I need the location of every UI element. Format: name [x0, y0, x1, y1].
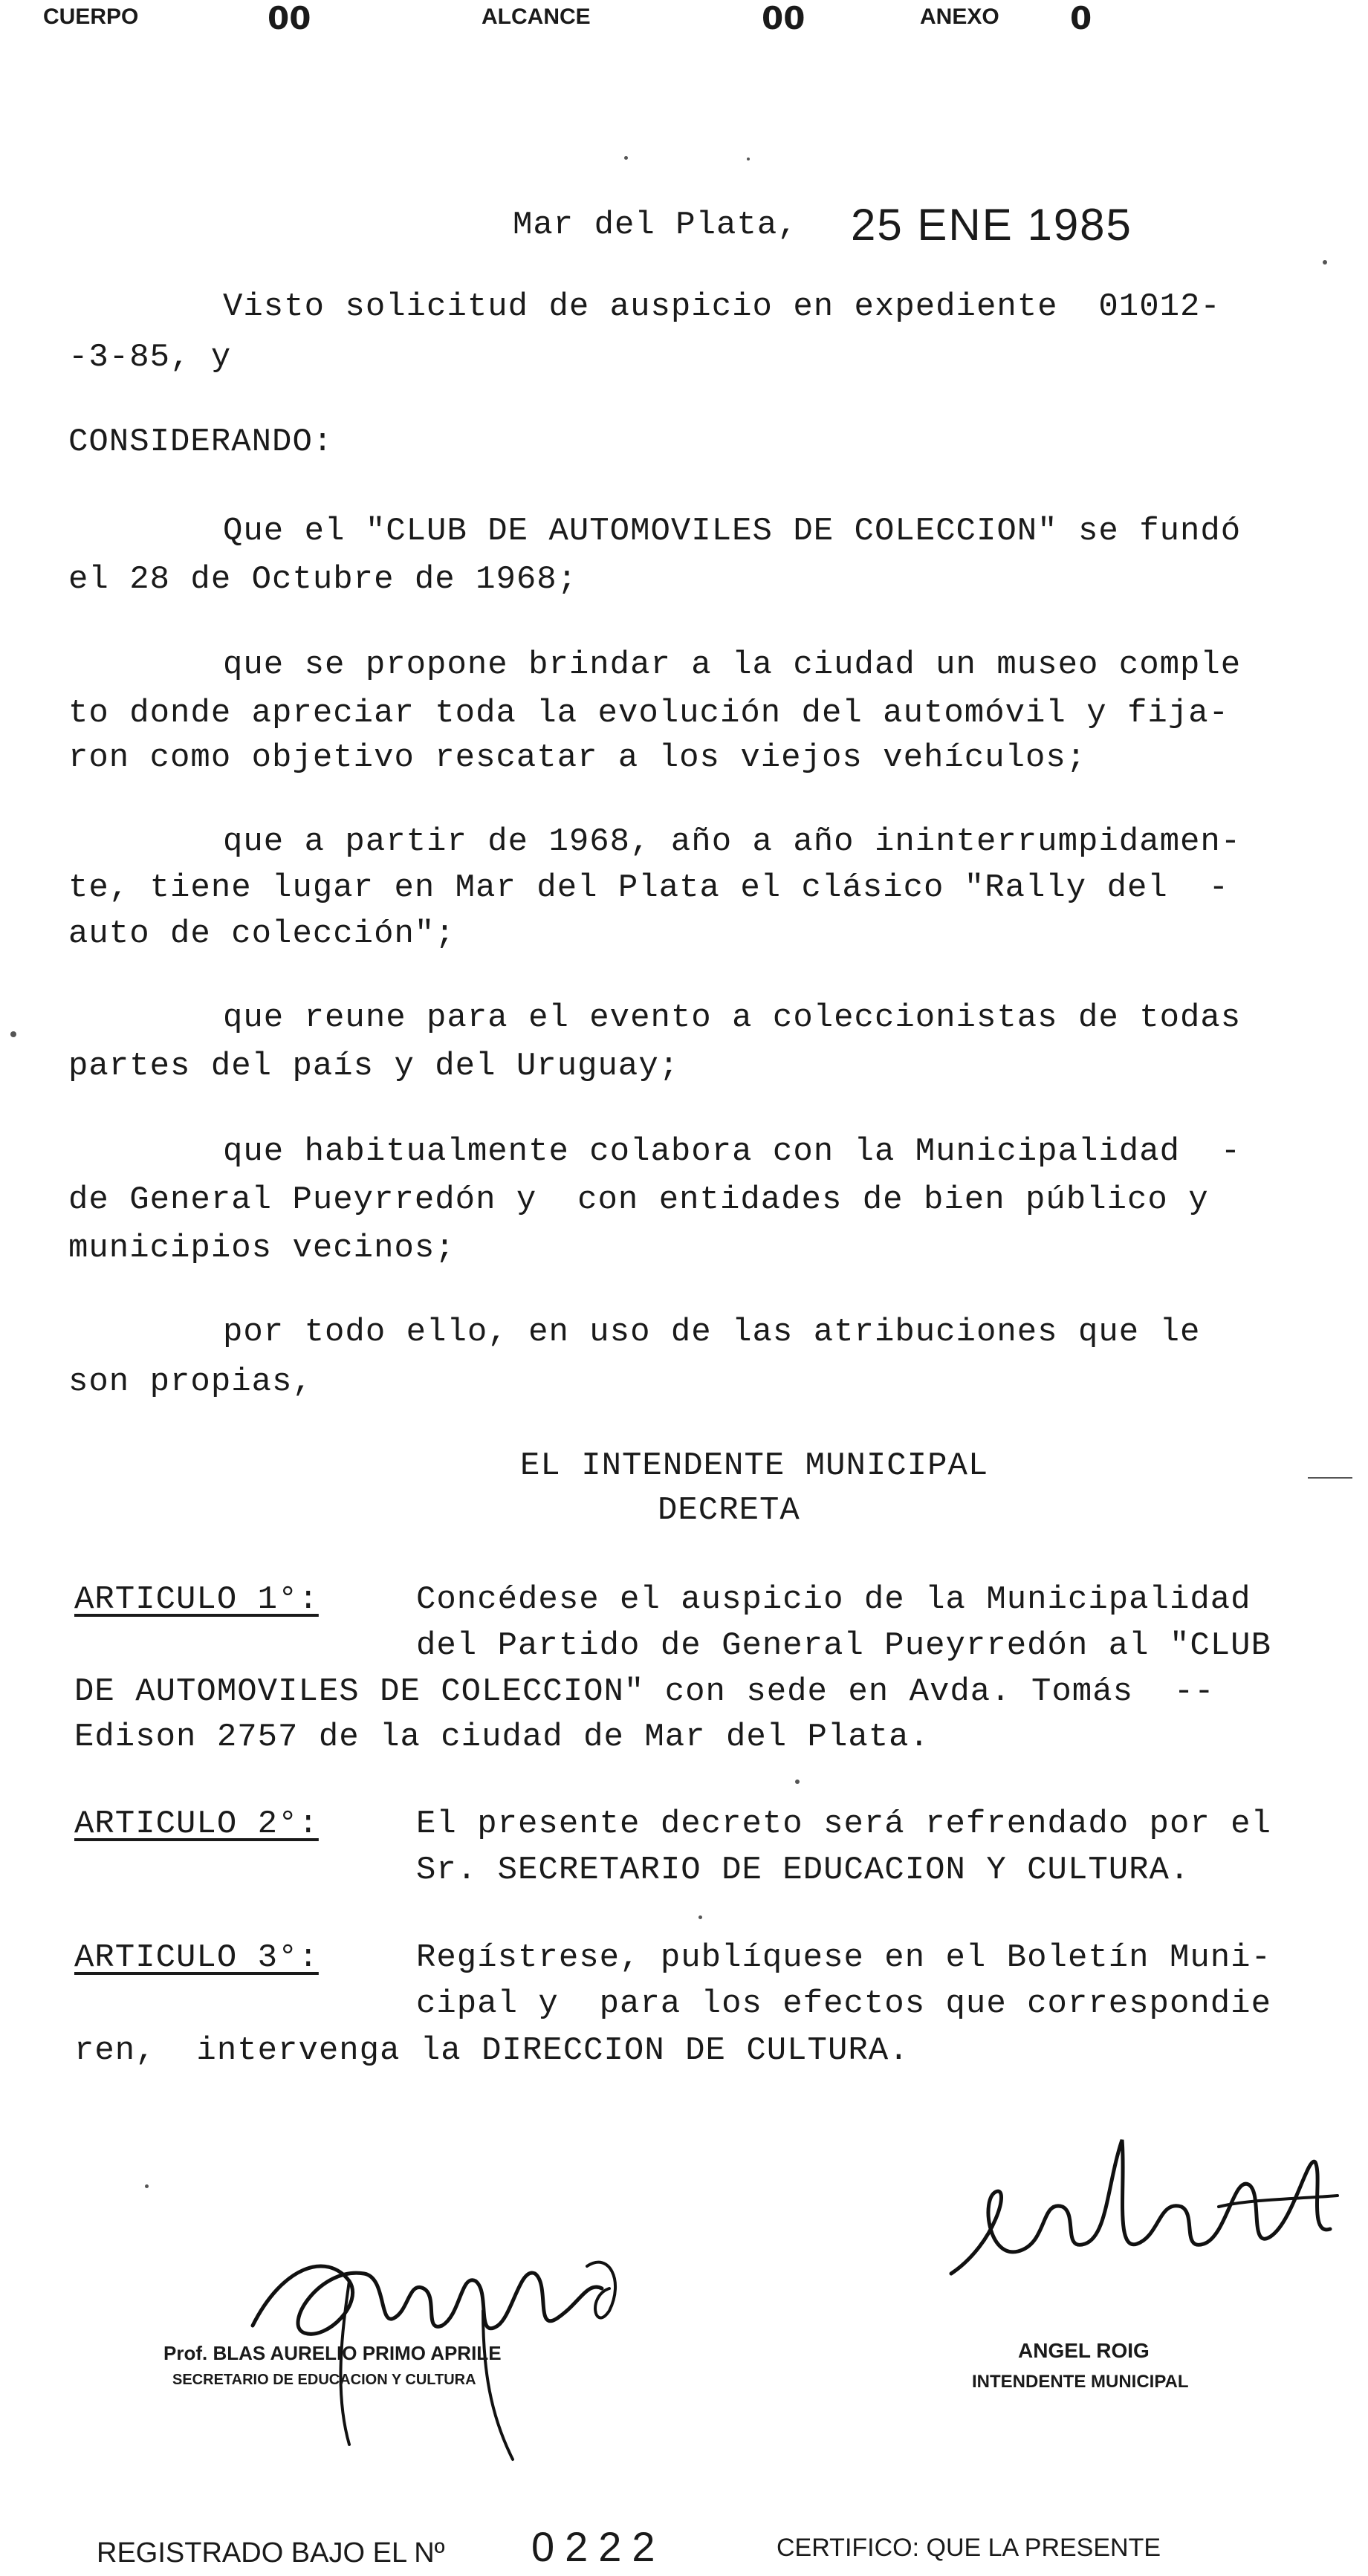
- visto-line: Visto solicitud de auspicio en expediente 01012-: [223, 288, 1221, 325]
- article-line: cipal y para los efectos que correspondie: [416, 1985, 1271, 2022]
- anexo-value: 0: [1070, 0, 1092, 36]
- considerando-heading: CONSIDERANDO:: [68, 424, 334, 461]
- paragraph-line: por todo ello, en uso de las atribuciones que le: [223, 1314, 1201, 1351]
- scan-speck: [624, 156, 628, 160]
- article-label: ARTICULO 2°:: [74, 1806, 319, 1843]
- anexo-label: ANEXO: [920, 4, 999, 29]
- paragraph-line: to donde apreciar toda la evolución del automóvil y fija-: [68, 695, 1230, 732]
- article-line: ren, intervenga la DIRECCION DE CULTURA.: [74, 2032, 910, 2069]
- article-line: DE AUTOMOVILES DE COLECCION" con sede en Avda. Tomás --: [74, 1673, 1215, 1710]
- left-signatory-title: SECRETARIO DE EDUCACION Y CULTURA: [172, 2372, 476, 2388]
- article-line: Edison 2757 de la ciudad de Mar del Plata.: [74, 1719, 930, 1756]
- paragraph-line: ron como objetivo rescatar a los viejos vehículos;: [68, 739, 1087, 776]
- paragraph-line: te, tiene lugar en Mar del Plata el clásico "Rally del -: [68, 869, 1230, 906]
- article-label: ARTICULO 3°:: [74, 1939, 319, 1976]
- left-signatory-name: Prof. BLAS AURELIO PRIMO APRILE: [163, 2342, 502, 2364]
- cuerpo-label: CUERPO: [43, 4, 139, 29]
- paragraph-line: partes del país y del Uruguay;: [68, 1048, 680, 1085]
- paragraph-line: que a partir de 1968, año a año ininterrumpidamen-: [223, 823, 1242, 860]
- decreta-heading: DECRETA: [658, 1492, 800, 1529]
- scan-speck: [747, 158, 750, 160]
- alcance-label: ALCANCE: [482, 4, 591, 29]
- scan-speck: [698, 1915, 702, 1919]
- article-line: El presente decreto será refrendado por el: [416, 1806, 1271, 1843]
- paragraph-line: de General Pueyrredón y con entidades de bien público y: [68, 1181, 1209, 1219]
- authority-heading: EL INTENDENTE MUNICIPAL: [520, 1447, 989, 1485]
- paragraph-line: auto de colección";: [68, 915, 456, 953]
- paragraph-line: son propias,: [68, 1363, 313, 1401]
- paragraph-line: Que el "CLUB DE AUTOMOVILES DE COLECCION" se fundó: [223, 513, 1242, 550]
- alcance-value: 00: [762, 0, 805, 36]
- right-signatory-title: INTENDENTE MUNICIPAL: [972, 2372, 1189, 2392]
- article-line: Concédese el auspicio de la Municipalidad: [416, 1581, 1251, 1618]
- article-label: ARTICULO 1°:: [74, 1581, 319, 1618]
- cuerpo-value: 00: [268, 0, 311, 36]
- article-line: Regístrese, publíquese en el Boletín Muni-: [416, 1939, 1271, 1976]
- scan-speck: [1323, 260, 1327, 265]
- paragraph-line: que se propone brindar a la ciudad un museo comple: [223, 646, 1242, 684]
- registrado-number: 0222: [531, 2523, 666, 2570]
- scan-speck: [1308, 1477, 1352, 1479]
- article-line: Sr. SECRETARIO DE EDUCACION Y CULTURA.: [416, 1852, 1190, 1889]
- paragraph-line: municipios vecinos;: [68, 1230, 456, 1267]
- article-line: del Partido de General Pueyrredón al "CLUB: [416, 1627, 1271, 1664]
- visto-line: -3-85, y: [68, 339, 232, 376]
- certifico-text: CERTIFICO: QUE LA PRESENTE: [777, 2534, 1161, 2562]
- registrado-label: REGISTRADO BAJO EL Nº: [97, 2537, 445, 2569]
- right-signatory-name: ANGEL ROIG: [1018, 2339, 1150, 2362]
- paragraph-line: que reune para el evento a coleccionistas de todas: [223, 999, 1242, 1036]
- paragraph-line: el 28 de Octubre de 1968;: [68, 561, 578, 598]
- scan-speck: [145, 2184, 149, 2188]
- right-signature: [936, 2125, 1352, 2296]
- place: Mar del Plata,: [513, 207, 798, 244]
- paragraph-line: que habitualmente colabora con la Municipalidad -: [223, 1133, 1242, 1170]
- scan-speck: [795, 1779, 800, 1784]
- date-stamp: 25 ENE 1985: [851, 200, 1132, 250]
- scan-speck: [10, 1031, 16, 1037]
